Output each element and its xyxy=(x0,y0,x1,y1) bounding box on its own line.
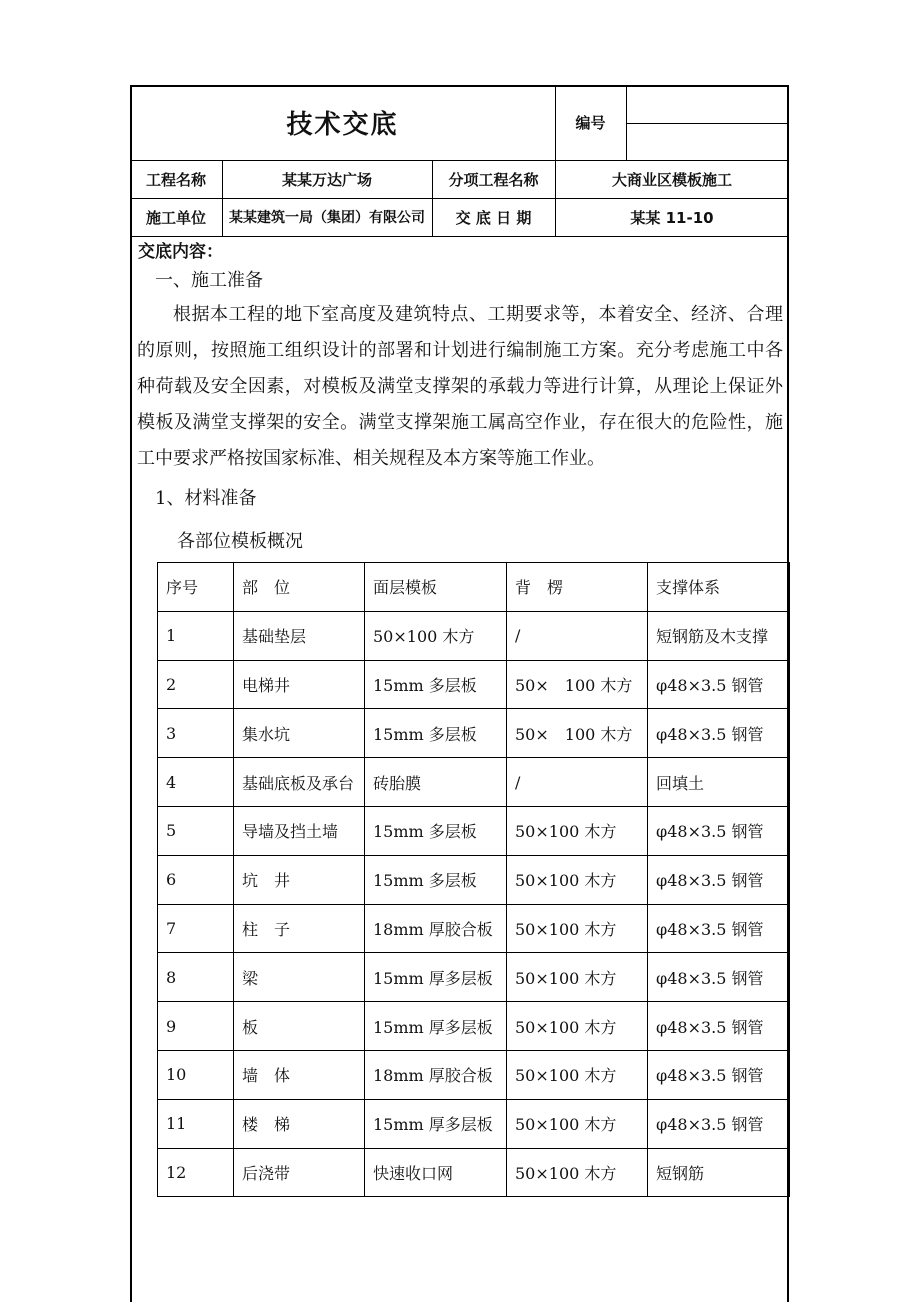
contractor: 某某建筑一局（集团）有限公司 xyxy=(229,210,425,226)
number-label: 编号 xyxy=(575,114,606,132)
cell-backing: / xyxy=(507,758,648,807)
cell-face-formwork: 15mm 厚多层板 xyxy=(365,1002,507,1051)
cell-backing: 50×100 木方 xyxy=(507,1099,648,1148)
cell-location: 柱 子 xyxy=(234,904,365,953)
cell-index: 12 xyxy=(158,1148,234,1197)
cell-support: φ48×3.5 钢管 xyxy=(648,709,790,758)
table-row xyxy=(158,904,790,953)
table-caption: 各部位模板概况 xyxy=(177,531,303,552)
table-row xyxy=(158,953,790,1002)
cell-backing: 50×100 木方 xyxy=(507,1148,648,1197)
cell-support: φ48×3.5 钢管 xyxy=(648,1002,790,1051)
cell-support: 短钢筋 xyxy=(648,1148,790,1197)
subsection-heading: 1、材料准备 xyxy=(155,488,257,509)
cell-index: 7 xyxy=(158,904,234,953)
cell-support: φ48×3.5 钢管 xyxy=(648,1099,790,1148)
table-row xyxy=(158,1002,790,1051)
project-name: 某某万达广场 xyxy=(281,170,372,189)
cell-face-formwork: 15mm 多层板 xyxy=(365,855,507,904)
table-row xyxy=(158,709,790,758)
cell-location: 基础垫层 xyxy=(234,611,365,660)
cell-location: 墙 体 xyxy=(234,1050,365,1099)
cell-face-formwork: 50×100 木方 xyxy=(365,611,507,660)
cell-index: 5 xyxy=(158,806,234,855)
date-label: 交 底 日 期 xyxy=(455,208,532,227)
cell-location: 基础底板及承台 xyxy=(234,758,365,807)
cell-face-formwork: 15mm 多层板 xyxy=(365,709,507,758)
subitem-name: 大商业区模板施工 xyxy=(611,170,732,189)
cell-index: 6 xyxy=(158,855,234,904)
cell-support: 回填土 xyxy=(648,758,790,807)
table-row xyxy=(158,1050,790,1099)
divider xyxy=(626,123,789,124)
cell-location: 导墙及挡土墙 xyxy=(234,806,365,855)
header-cell-location: 部 位 xyxy=(234,563,365,612)
cell-face-formwork: 砖胎膜 xyxy=(365,758,507,807)
cell-support: φ48×3.5 钢管 xyxy=(648,953,790,1002)
cell-support: φ48×3.5 钢管 xyxy=(648,1050,790,1099)
cell-support: φ48×3.5 钢管 xyxy=(648,660,790,709)
cell-index: 3 xyxy=(158,709,234,758)
cell-backing: 50×100 木方 xyxy=(507,806,648,855)
table-row xyxy=(158,1148,790,1197)
cell-index: 1 xyxy=(158,611,234,660)
contractor-label: 施工单位 xyxy=(145,208,206,227)
cell-support: φ48×3.5 钢管 xyxy=(648,855,790,904)
cell-backing: 50×100 木方 xyxy=(507,1050,648,1099)
header-cell-backing: 背 楞 xyxy=(507,563,648,612)
cell-backing: 50×100 木方 xyxy=(507,953,648,1002)
cell-face-formwork: 15mm 厚多层板 xyxy=(365,953,507,1002)
header-cell-face-formwork: 面层模板 xyxy=(365,563,507,612)
cell-location: 楼 梯 xyxy=(234,1099,365,1148)
subitem-label: 分项工程名称 xyxy=(448,170,539,189)
cell-location: 电梯井 xyxy=(234,660,365,709)
section-heading: 一、施工准备 xyxy=(155,270,263,291)
cell-support: 短钢筋及木支撑 xyxy=(648,611,790,660)
table-row xyxy=(158,855,790,904)
table-row xyxy=(158,758,790,807)
content-heading: 交底内容： xyxy=(138,242,223,262)
table-row xyxy=(158,1099,790,1148)
header-cell-support: 支撑体系 xyxy=(648,563,790,612)
cell-support: φ48×3.5 钢管 xyxy=(648,806,790,855)
cell-face-formwork: 18mm 厚胶合板 xyxy=(365,904,507,953)
number-value xyxy=(626,85,789,123)
project-name-label: 工程名称 xyxy=(145,170,206,189)
cell-index: 4 xyxy=(158,758,234,807)
cell-location: 梁 xyxy=(234,953,365,1002)
cell-backing: 50×100 木方 xyxy=(507,1002,648,1051)
date-value: 某某 11-10 xyxy=(630,208,714,227)
cell-location: 集水坑 xyxy=(234,709,365,758)
cell-index: 10 xyxy=(158,1050,234,1099)
cell-support: φ48×3.5 钢管 xyxy=(648,904,790,953)
cell-face-formwork: 18mm 厚胶合板 xyxy=(365,1050,507,1099)
table-header-row xyxy=(158,563,790,612)
divider xyxy=(130,236,789,237)
cell-face-formwork: 快速收口网 xyxy=(365,1148,507,1197)
table-row xyxy=(158,611,790,660)
table-row xyxy=(158,806,790,855)
cell-backing: 50× 100 木方 xyxy=(507,709,648,758)
header-cell-index: 序号 xyxy=(158,563,234,612)
document-title: 技术交底 xyxy=(286,110,399,140)
formwork-table xyxy=(157,562,790,1197)
cell-backing: 50×100 木方 xyxy=(507,904,648,953)
paragraph-text: 根据本工程的地下室高度及建筑特点、工期要求等，本着安全、经济、合理的原则，按照施工组织设计的部署和计划进行编制施工方案。充分考虑施工中各种荷载及安全因素，对模板及满堂支撑架的承载力等进行计算，从理论上保证外模板及满堂支撑架的安全。满堂支撑架施工属高空作业，存在很大的危险性，施工中要求严格按国家标准、相关规程及本方案等施工作业。 xyxy=(137,304,783,469)
cell-face-formwork: 15mm 厚多层板 xyxy=(365,1099,507,1148)
table-row xyxy=(158,660,790,709)
cell-location: 板 xyxy=(234,1002,365,1051)
cell-index: 2 xyxy=(158,660,234,709)
cell-backing: 50× 100 木方 xyxy=(507,660,648,709)
cell-face-formwork: 15mm 多层板 xyxy=(365,806,507,855)
cell-index: 8 xyxy=(158,953,234,1002)
cell-index: 9 xyxy=(158,1002,234,1051)
cell-location: 后浇带 xyxy=(234,1148,365,1197)
cell-index: 11 xyxy=(158,1099,234,1148)
cell-backing: / xyxy=(507,611,648,660)
cell-backing: 50×100 木方 xyxy=(507,855,648,904)
intro-paragraph xyxy=(137,297,783,477)
cell-face-formwork: 15mm 多层板 xyxy=(365,660,507,709)
cell-location: 坑 井 xyxy=(234,855,365,904)
